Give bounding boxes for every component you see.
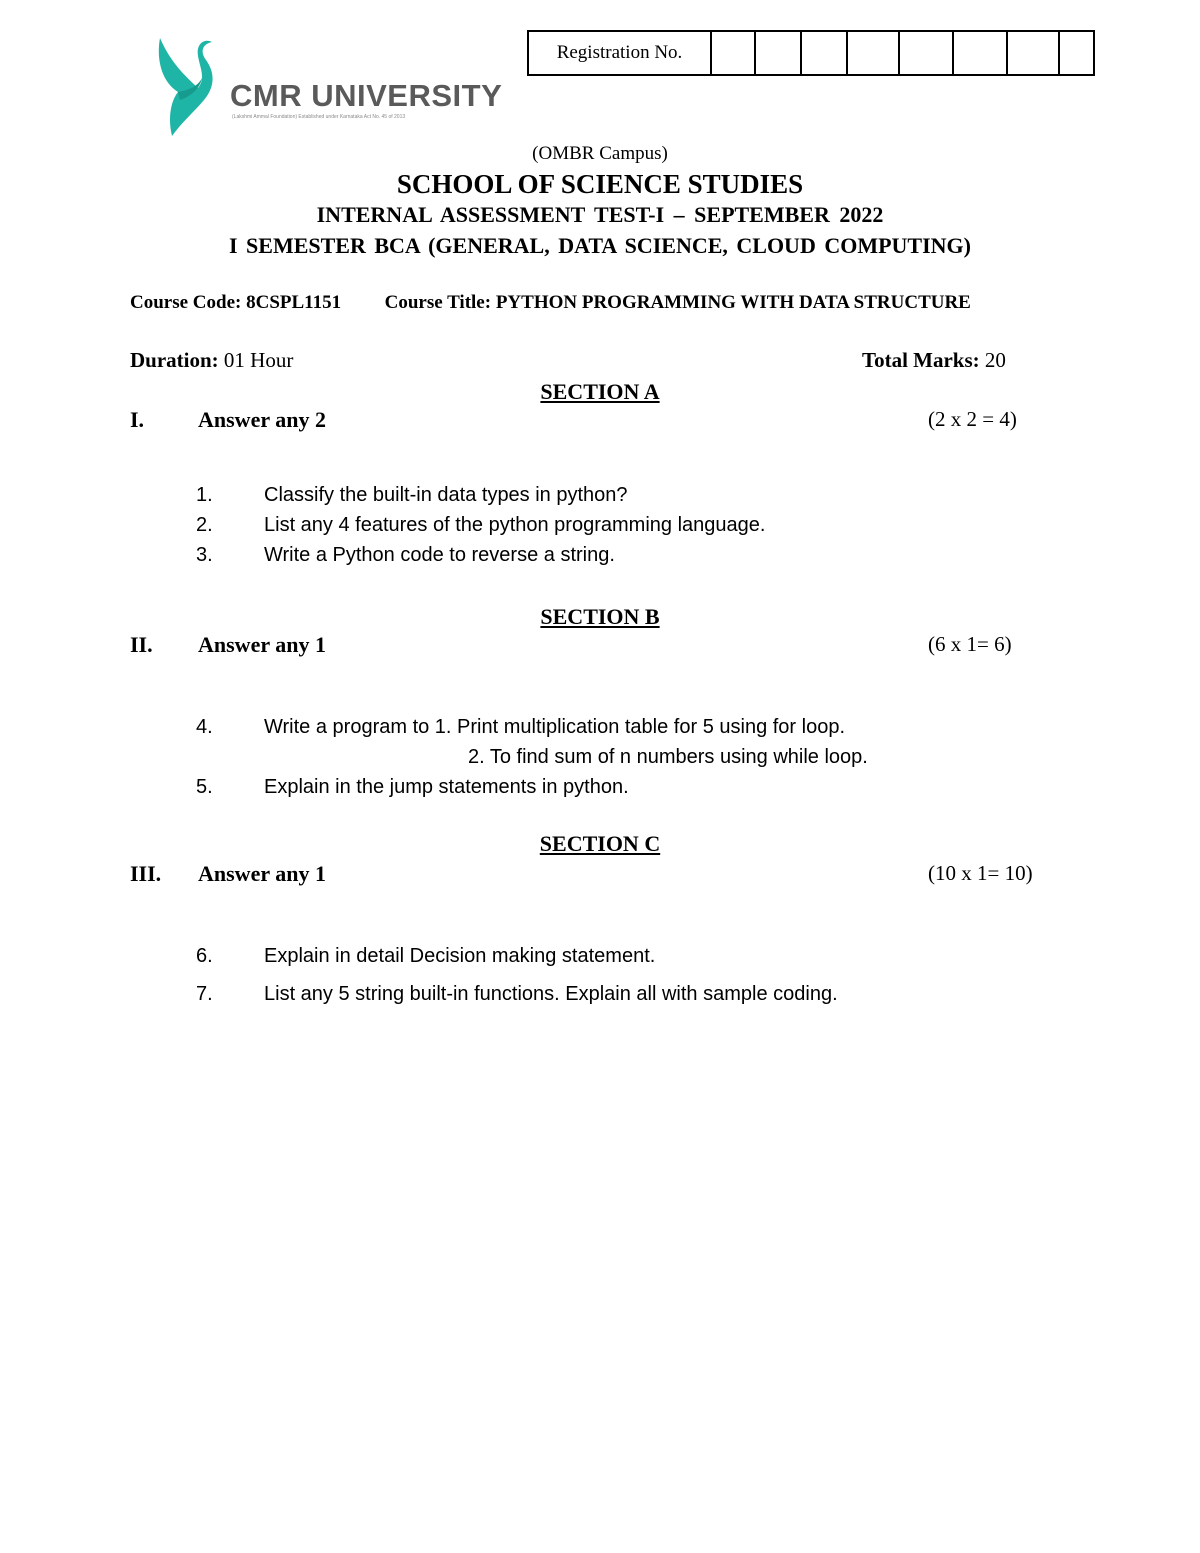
question-number: 4. (196, 716, 213, 738)
registration-cell[interactable] (1008, 32, 1060, 74)
question-text: Write a program to 1. Print multiplication table for 5 using for loop. (264, 716, 846, 738)
registration-cell[interactable] (954, 32, 1008, 74)
course-info (130, 292, 971, 314)
registration-cell[interactable] (756, 32, 802, 74)
section-b-marks: (6 x 1= 6) (928, 632, 1012, 656)
course-code-label: Course Code: (130, 292, 242, 313)
semester-title: I SEMESTER BCA (GENERAL, DATA SCIENCE, CLOUD COMPUTING) (228, 233, 971, 258)
section-a-roman: I. (130, 407, 145, 432)
question-text: List any 5 string built-in functions. Explain all with sample coding. (264, 983, 838, 1005)
total-marks-label: Total Marks: (862, 348, 980, 372)
section-c-title: SECTION C (539, 831, 661, 856)
registration-number-box (527, 30, 1095, 76)
section-a-instruction: Answer any 2 (198, 407, 326, 432)
registration-cell[interactable] (848, 32, 900, 74)
duration-label: Duration: (130, 348, 219, 372)
section-b-instruction: Answer any 1 (198, 632, 326, 657)
registration-cell[interactable] (802, 32, 848, 74)
question-number: 5. (196, 776, 213, 798)
section-c-marks: (10 x 1= 10) (928, 861, 1033, 885)
campus-name: (OMBR Campus) (532, 143, 668, 164)
school-name: SCHOOL OF SCIENCE STUDIES (396, 169, 804, 199)
registration-cell[interactable] (900, 32, 954, 74)
question-number: 1. (196, 484, 213, 506)
course-code: 8CSPL1151 (246, 292, 342, 313)
section-b-roman: II. (130, 632, 153, 657)
section-c-roman: III. (130, 861, 162, 886)
total-marks (862, 348, 1006, 373)
registration-cell[interactable] (1060, 32, 1093, 74)
question-number: 2. (196, 514, 213, 536)
question-text: Write a Python code to reverse a string. (264, 544, 615, 566)
question-text: List any 4 features of the python programming language. (264, 514, 766, 536)
logo-tagline: (Lakshmi Ammal Foundation) Established under Karnataka Act No. 45 of 2013 (232, 114, 406, 120)
course-title-label: Course Title: (384, 292, 492, 313)
duration (130, 348, 293, 373)
section-a-title: SECTION A (540, 379, 660, 404)
course-title: PYTHON PROGRAMMING WITH DATA STRUCTURE (495, 292, 971, 313)
university-logo (150, 30, 503, 140)
question-text: Classify the built-in data types in python? (264, 484, 628, 506)
registration-cell[interactable] (712, 32, 756, 74)
question-continuation: 2. To find sum of n numbers using while loop. (468, 746, 868, 768)
question-number: 7. (196, 983, 213, 1005)
section-b-title: SECTION B (540, 604, 660, 629)
swan-logo-icon (150, 30, 230, 140)
duration-value: 01 Hour (223, 348, 294, 372)
registration-label: Registration No. (529, 32, 712, 74)
exam-title: INTERNAL ASSESSMENT TEST-I – SEPTEMBER 2022 (316, 202, 884, 227)
question-number: 6. (196, 945, 213, 967)
section-a-marks: (2 x 2 = 4) (928, 407, 1017, 431)
section-c-instruction: Answer any 1 (198, 861, 326, 886)
logo-wordmark: CMR UNIVERSITY (230, 78, 503, 113)
total-marks-value: 20 (984, 348, 1006, 372)
question-text: Explain in the jump statements in python. (264, 776, 629, 798)
question-number: 3. (196, 544, 213, 566)
question-text: Explain in detail Decision making statement. (264, 945, 656, 967)
